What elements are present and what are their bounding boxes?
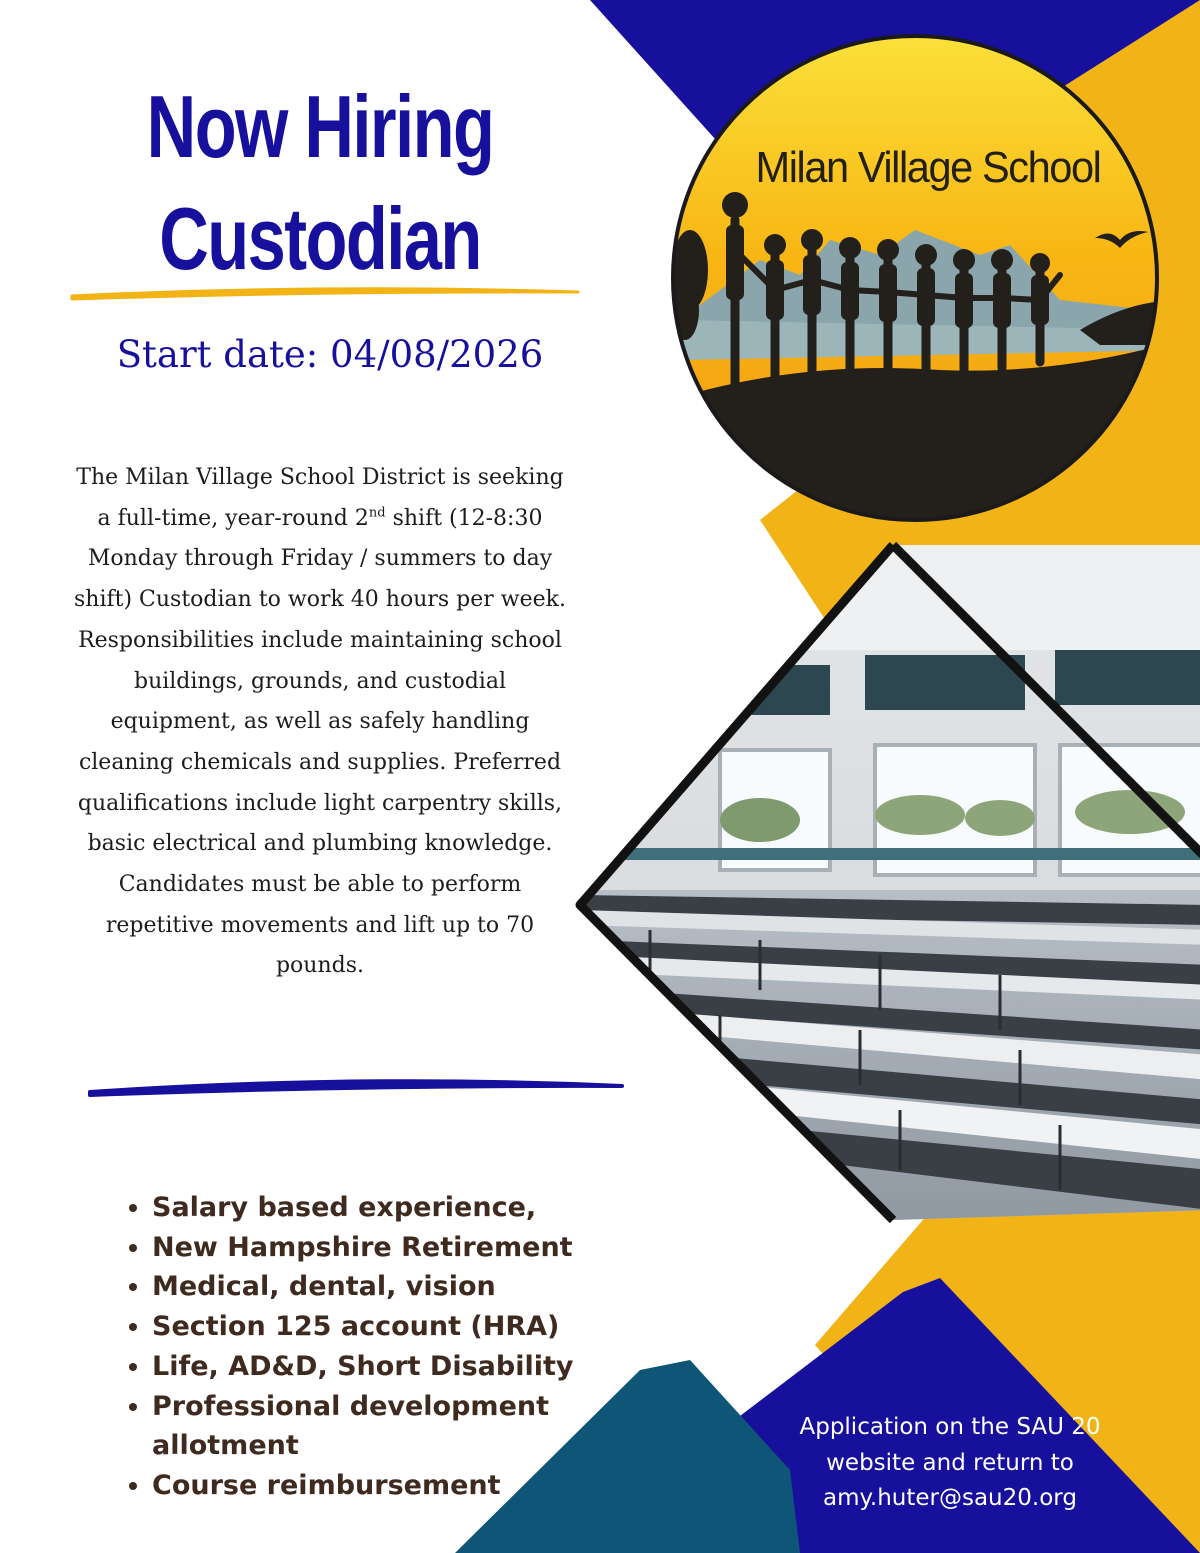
benefits-list xyxy=(120,1188,622,1506)
benefit-item: • Life, AD&D, Short Disability xyxy=(152,1347,622,1387)
benefit-item: • New Hampshire Retirement xyxy=(152,1228,622,1268)
title-line-1: Now Hiring xyxy=(146,77,494,176)
benefit-item: • Professional development allotment xyxy=(152,1387,622,1466)
benefit-item: • Section 125 account (HRA) xyxy=(152,1307,622,1347)
description-superscript: nd xyxy=(368,505,386,521)
start-date: Start date: 04/08/2026 xyxy=(116,333,544,376)
description-part-2: shift (12-8:30 Monday through Friday / summers to day shift) Custodian to work 40 hours per week. Responsibilities include maintaining school buildings, grounds, and custodial equipment, as well as safely handling cleaning chemicals and supplies. Preferred qualifications include light carpentry skills, basic electrical and plumbing knowledge. Candidates must be able to perform repetitive movements and lift up to 70 pounds. xyxy=(73,505,566,979)
title-line-2: Custodian xyxy=(159,189,481,288)
job-description xyxy=(70,458,570,987)
description-part-1: The Milan Village School District is seeking a full-time, year-round 2 xyxy=(76,465,564,531)
application-info xyxy=(760,1410,1140,1517)
application-line-2: website and return to xyxy=(826,1449,1074,1476)
logo-text: Milan Village School xyxy=(755,143,1101,192)
application-line-1: Application on the SAU 20 xyxy=(799,1414,1101,1440)
benefit-item: • Medical, dental, vision xyxy=(152,1267,622,1307)
title-underline xyxy=(72,289,578,299)
benefit-item: • Course reimbursement xyxy=(152,1466,622,1506)
application-email: amy.huter@sau20.org xyxy=(823,1485,1077,1511)
benefit-item: • Salary based experience, xyxy=(152,1188,622,1228)
description-underline xyxy=(90,1081,622,1095)
